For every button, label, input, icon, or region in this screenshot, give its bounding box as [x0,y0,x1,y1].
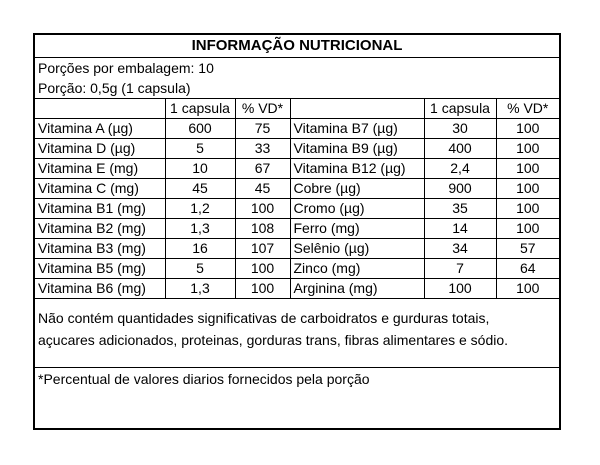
nutrient-name-left: Vitamina B2 (mg) [35,219,165,239]
dv-right: 100 [496,119,559,139]
nutrient-name-left: Vitamina E (mg) [35,159,165,179]
amount-left: 5 [165,139,235,159]
table-row [35,199,559,219]
panel-title: INFORMAÇÃO NUTRICIONAL [35,35,559,58]
dv-right: 64 [496,259,559,279]
header-amount-right: 1 capsula [424,99,496,119]
amount-right: 7 [424,259,496,279]
amount-right: 30 [424,119,496,139]
table-row [35,239,559,259]
nutrient-name-left: Vitamina D (µg) [35,139,165,159]
nutrition-facts-panel [33,33,561,430]
serving-size: Porção: 0,5g (1 capsula) [35,78,559,99]
header-blank-right [290,99,424,119]
amount-left: 10 [165,159,235,179]
dv-left: 45 [235,179,290,199]
dv-left: 75 [235,119,290,139]
amount-right: 34 [424,239,496,259]
header-dv-right: % VD* [496,99,559,119]
nutrient-name-left: Vitamina B1 (mg) [35,199,165,219]
servings-per-package: Porções por embalagem: 10 [38,60,214,76]
amount-right: 2,4 [424,159,496,179]
dv-left: 100 [235,279,290,299]
nutrient-name-left: Vitamina B3 (mg) [35,239,165,259]
disclaimer-note [35,299,559,368]
amount-left: 600 [165,119,235,139]
nutrient-name-right: Vitamina B12 (µg) [290,159,424,179]
dv-right: 100 [496,179,559,199]
amount-right: 14 [424,219,496,239]
nutrient-name-left: Vitamina C (mg) [35,179,165,199]
nutrient-name-right: Arginina (mg) [290,279,424,299]
table-row [35,119,559,139]
amount-left: 5 [165,259,235,279]
table-row [35,139,559,159]
nutrient-name-right: Vitamina B7 (µg) [290,119,424,139]
table-row [35,179,559,199]
amount-right: 35 [424,199,496,219]
nutrient-name-right: Selênio (µg) [290,239,424,259]
table-row [35,259,559,279]
dv-right: 100 [496,159,559,179]
amount-left: 1,3 [165,279,235,299]
dv-right: 57 [496,239,559,259]
header-blank-left [35,99,165,119]
amount-left: 1,3 [165,219,235,239]
amount-right: 400 [424,139,496,159]
table-row [35,279,559,299]
nutrient-name-left: Vitamina A (µg) [35,119,165,139]
table-row [35,219,559,239]
nutrient-name-right: Zinco (mg) [290,259,424,279]
dv-left: 108 [235,219,290,239]
dv-left: 100 [235,199,290,219]
amount-right: 100 [424,279,496,299]
nutrient-name-left: Vitamina B6 (mg) [35,279,165,299]
table-row [35,159,559,179]
nutrient-table [35,99,559,299]
dv-left: 67 [235,159,290,179]
nutrient-name-right: Cromo (µg) [290,199,424,219]
nutrient-name-right: Cobre (µg) [290,179,424,199]
dv-left: 33 [235,139,290,159]
dv-right: 100 [496,279,559,299]
amount-left: 45 [165,179,235,199]
amount-right: 900 [424,179,496,199]
dv-right: 100 [496,139,559,159]
dv-left: 107 [235,239,290,259]
header-dv-left: % VD* [235,99,290,119]
disclaimer-line-2: açucares adicionados, proteinas, gorduras trans, fibras alimentares e sódio. [38,332,509,348]
nutrient-name-left: Vitamina B5 (mg) [35,259,165,279]
dv-right: 100 [496,199,559,219]
nutrient-name-right: Vitamina B9 (µg) [290,139,424,159]
dv-left: 100 [235,259,290,279]
footnote: *Percentual de valores diarios fornecidos pela porção [38,371,370,387]
amount-left: 1,2 [165,199,235,219]
disclaimer-line-1: Não contém quantidades significativas de carboidratos e gurduras totais, [38,310,490,326]
table-header-row [35,99,559,119]
nutrient-name-right: Ferro (mg) [290,219,424,239]
header-amount-left: 1 capsula [165,99,235,119]
dv-right: 100 [496,219,559,239]
amount-left: 16 [165,239,235,259]
